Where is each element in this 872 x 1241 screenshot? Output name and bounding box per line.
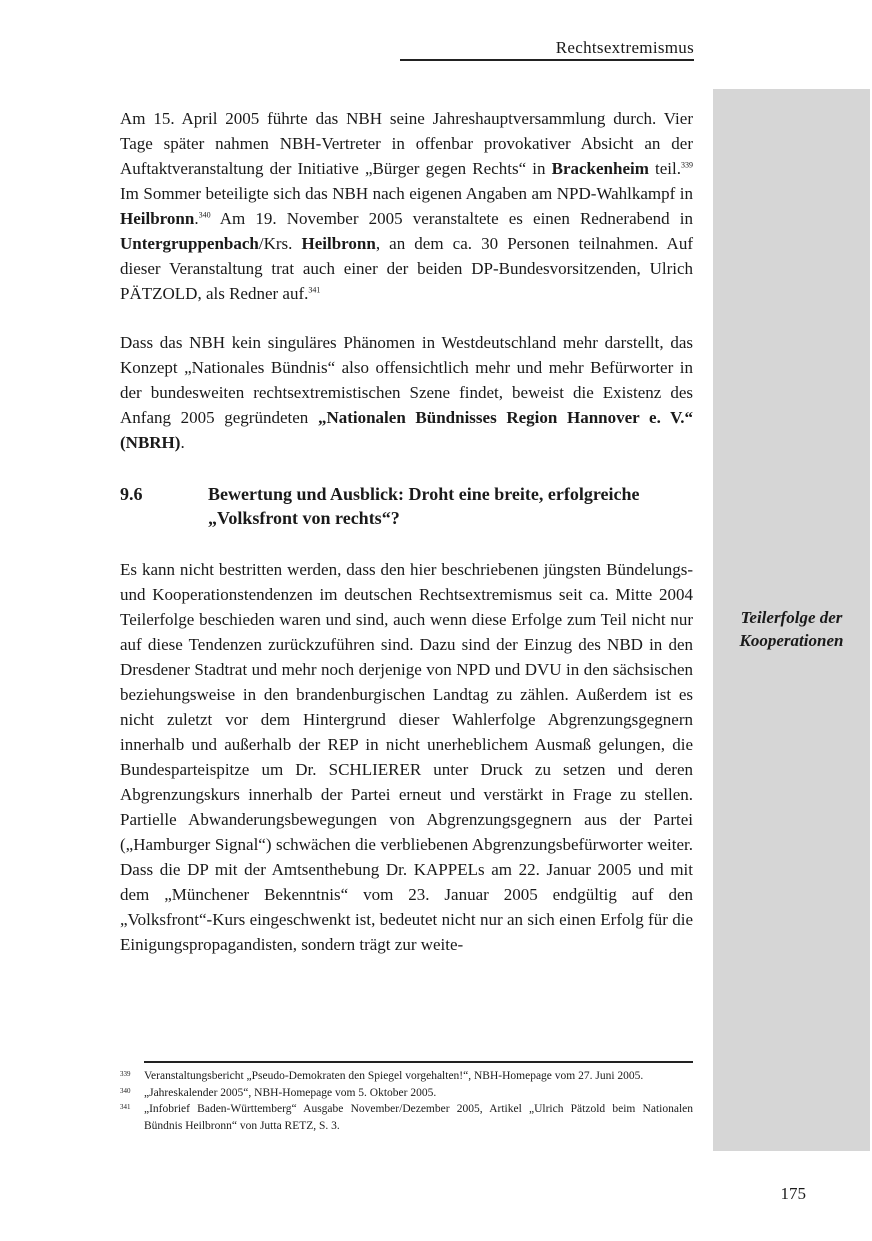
- margin-note: [713, 606, 870, 652]
- place-heilbronn-2: Heilbronn: [301, 234, 376, 253]
- org-nbrh: „Nationalen Bündnisses Region Hannover e. V.“ (NBRH): [120, 408, 693, 452]
- paragraph-2: Dass das NBH kein singuläres Phänomen in Westdeutschland mehr darstellt, das Konzept „Nationales Bündnis“ also offensichtlich mehr und mehr Befürworter in der bundesweiten rechtsextremistischen Szene findet, beweist die Existenz des Anfang 2005 gegründeten „Nationalen Bündnisses Region Hannover e. V.“ (NBRH).: [120, 333, 693, 452]
- paragraph-3: Es kann nicht bestritten werden, dass den hier beschriebenen jüngsten Bündelungs- und Kooperationstendenzen im deutschen Rechtsextremismus seit ca. Mitte 2004 Teilerfolge beschieden waren und sind, auch wenn diese Erfolge zum Teil nicht nur auf diese Tendenzen zurückzuführen sind. Dazu sind der Einzug des NBD in den Dresdener Stadtrat und mehr noch derjenige von NPD und DVU in den sächsischen beziehungsweise in den brandenburgischen Landtag zu zählen. Außerdem ist es nicht zuletzt vor dem Hintergrund dieser Wahlerfolge Abgrenzungsgegnern innerhalb und außerhalb der REP in nicht unerheblichem Ausmaß gelungen, die Bundesparteispitze um Dr. SCHLIERER unter Druck zu setzen und deren Abgrenzungskurs innerhalb der Partei erneut und verstärkt in Frage zu stellen. Partielle Abwanderungsbewegungen von Abgrenzungsgegnern aus der Partei („Hamburger Signal“) schwächen die verbliebenen Abgrenzungsbefürworter weiter. Dass die DP mit der Amtsenthebung Dr. KAPPELs am 22. Januar 2005 und mit dem „Münchener Bekenntnis“ vom 23. Januar 2005 endgültig auf den „Volksfront“-Kurs eingeschwenkt ist, bedeutet nicht nur an sich einen Erfolg für die Einigungspropagandisten, sondern trägt zur weite-: [120, 560, 693, 954]
- section-title-line2: „Volksfront von rechts“?: [208, 508, 400, 528]
- footnote: [120, 1085, 693, 1102]
- footnote: [120, 1068, 693, 1085]
- header-rule: [400, 59, 694, 61]
- page-number: 175: [780, 1184, 806, 1203]
- section-number: 9.6: [120, 484, 143, 504]
- footnote-number: 340: [120, 1086, 131, 1095]
- footnote-ref-340: 340: [198, 210, 211, 220]
- footnote-text: Veranstaltungsbericht „Pseudo-Demokraten den Spiegel vorgehalten!“, NBH-Homepage vom 27. Juni 2005.: [144, 1070, 644, 1082]
- section-title-line1: Bewertung und Ausblick: Droht eine breite, erfolgreiche: [208, 484, 640, 504]
- margin-note-line2: Kooperationen: [739, 631, 844, 650]
- footnote: [120, 1101, 693, 1134]
- footnote-text: „Infobrief Baden-Württemberg“ Ausgabe November/Dezember 2005, Artikel „Ulrich Pätzold beim Nationalen Bündnis Heilbronn“ von Jutta RETZ, S. 3.: [144, 1103, 693, 1132]
- place-brackenheim: Brackenheim: [551, 159, 649, 178]
- footnotes: [120, 1068, 693, 1134]
- margin-note-line1: Teilerfolge der: [740, 608, 843, 627]
- footnote-ref-341: 341: [308, 285, 321, 295]
- footnote-rule: [144, 1061, 693, 1063]
- footnote-number: 341: [120, 1103, 131, 1111]
- footnote-text: „Jahreskalender 2005“, NBH-Homepage vom 5. Oktober 2005.: [144, 1086, 437, 1099]
- place-untergruppenbach: Untergruppenbach: [120, 234, 259, 253]
- paragraph-1: Am 15. April 2005 führte das NBH seine Jahreshauptversammlung durch. Vier Tage später nahmen NBH-Vertreter in offenbar provokativer Absicht an der Auftaktveranstaltung der Initiative „Bürger gegen Rechts“ in Brackenheim teil.$^{339}$ Im Sommer beteiligte sich das NBH nach eigenen Angaben am NPD-Wahlkampf in Heilbronn.$^{340}$ Am 19. November 2005 veranstaltete es einen Rednerabend in Untergruppenbach/Krs. Heilbronn, an dem ca. 30 Personen teilnahmen. Auf dieser Veranstaltung trat auch einer der beiden DP-Bundesvorsitzenden, Ulrich PÄTZOLD, als Redner auf.$^{341}$: [120, 109, 693, 303]
- running-header: Rechtsextremismus: [555, 38, 694, 57]
- place-heilbronn: Heilbronn: [120, 209, 195, 228]
- section-heading: [120, 482, 693, 530]
- footnote-number: 339: [120, 1070, 131, 1078]
- footnote-ref-339: 339: [681, 160, 693, 170]
